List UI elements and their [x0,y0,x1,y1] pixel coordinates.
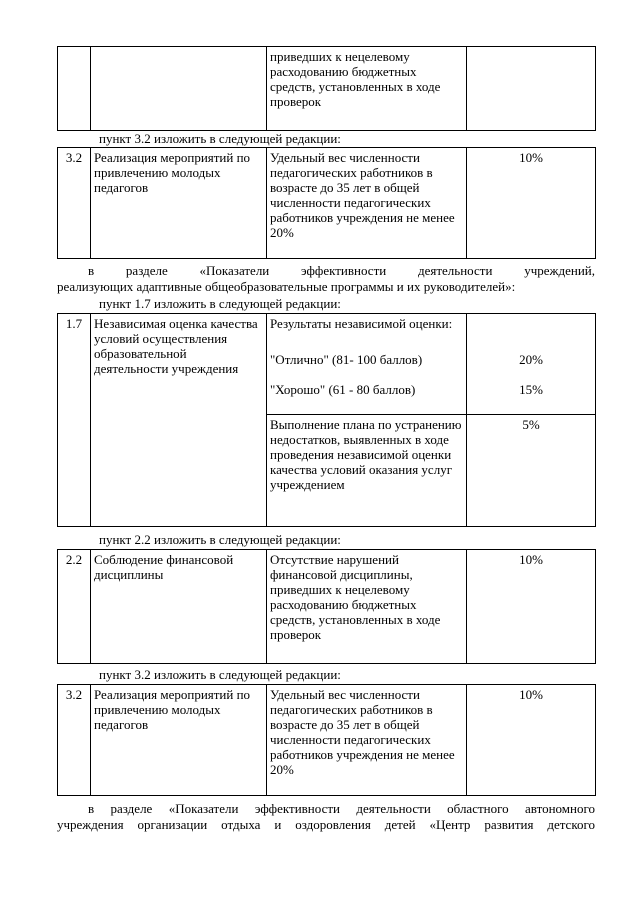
table-row [58,148,596,259]
item-indicator: Отсутствие нарушений финансовой дисциплины, приведших к нецелевому расходованию бюджетных средств, установленных в ходе проверок [267,550,467,664]
value-excellent: 20% [519,352,543,367]
item-name: Реализация мероприятий по привлечению молодых педагогов [91,148,267,259]
item-value: 10% [467,685,596,796]
section-paragraph-line: учреждения организации отдыха и оздоровления детей «Центр развития детского [57,817,595,832]
item-indicator: Выполнение плана по устранению недостатков, выявленных в ходе проведения независимой оценки качества условий оказания услуг учреждением [267,415,467,527]
table-row [58,314,596,415]
instruction-paragraph: пункт 3.2 изложить в следующей редакции: [99,667,341,682]
item-indicator: приведших к нецелевому расходованию бюджетных средств, установленных в ходе проверок [267,47,467,131]
item-number: 3.2 [58,148,91,259]
table-item-2-2 [57,549,596,664]
item-name [91,47,267,131]
instruction-paragraph: пункт 1.7 изложить в следующей редакции: [99,296,341,311]
section-paragraph-line: в разделе «Показатели эффективности деятельности областного автономного [88,801,595,816]
item-name: Соблюдение финансовой дисциплины [91,550,267,664]
item-value: 10% [467,148,596,259]
item-name: Реализация мероприятий по привлечению молодых педагогов [91,685,267,796]
item-indicator: Удельный вес численности педагогических работников в возрасте до 35 лет в общей численности педагогических работников учреждения не менее 20% [267,685,467,796]
table-item-1-7 [57,313,596,527]
table-row [58,47,596,131]
instruction-paragraph: пункт 3.2 изложить в следующей редакции: [99,131,341,146]
item-value: 10% [467,550,596,664]
item-number: 2.2 [58,550,91,664]
item-value [467,47,596,131]
item-name: Независимая оценка качества условий осуществления образовательной деятельности учреждения [91,314,267,527]
indicator-excellent: "Отлично" (81- 100 баллов) [270,352,423,367]
instruction-paragraph: пункт 2.2 изложить в следующей редакции: [99,532,341,547]
table-item-3-2 [57,147,596,259]
item-number [58,47,91,131]
table-row [58,550,596,664]
item-value [467,314,596,415]
section-paragraph-line: в разделе «Показатели эффективности деятельности учреждений, [88,263,595,278]
indicator-header: Результаты независимой оценки: [270,316,453,331]
item-value: 5% [467,415,596,527]
table-row [58,685,596,796]
table-continuation [57,46,596,131]
section-paragraph-line: реализующих адаптивные общеобразовательные программы и их руководителей»: [57,279,516,294]
item-number: 3.2 [58,685,91,796]
value-good: 15% [519,382,543,397]
table-item-3-2-repeat [57,684,596,796]
item-indicator: Удельный вес численности педагогических работников в возрасте до 35 лет в общей численности педагогических работников учреждения не менее 20% [267,148,467,259]
item-number: 1.7 [58,314,91,527]
item-indicator [267,314,467,415]
indicator-good: "Хорошо" (61 - 80 баллов) [270,382,416,397]
